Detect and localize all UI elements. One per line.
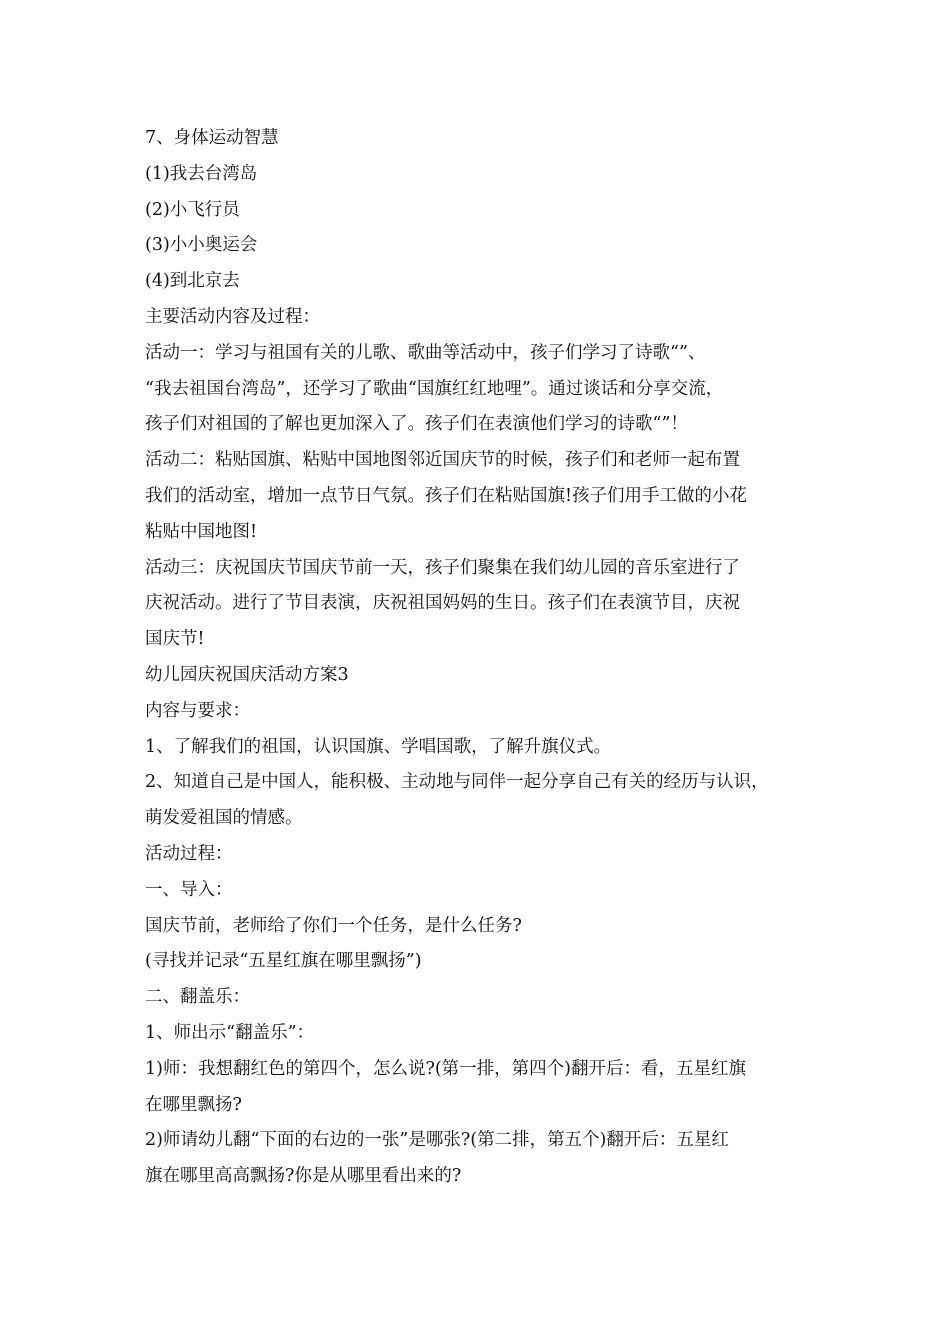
paragraph-line: (寻找并记录“五星红旗在哪里飘扬”): [145, 951, 422, 972]
paragraph-line: 国庆节前，老师给了你们一个任务，是什么任务?: [145, 915, 522, 936]
list-item: (1)我去台湾岛: [145, 163, 258, 184]
paragraph-line: 活动一：学习与祖国有关的儿歌、歌曲等活动中，孩子们学习了诗歌“”、: [145, 342, 706, 363]
paragraph-line: 在哪里飘扬?: [145, 1094, 242, 1115]
paragraph-line: 1)师：我想翻红色的第四个，怎么说?(第一排，第四个)翻开后：看，五星红旗: [145, 1058, 746, 1079]
section-heading: 7、身体运动智慧: [145, 128, 279, 148]
paragraph-line: 2、知道自己是中国人，能积极、主动地与同伴一起分享自己有关的经历与认识，: [145, 772, 769, 793]
section-heading: 一、导入：: [145, 879, 233, 900]
section-heading: 二、翻盖乐：: [145, 987, 250, 1008]
paragraph-line: 粘贴中国地图!: [145, 521, 258, 542]
section-heading: 内容与要求：: [145, 700, 250, 721]
paragraph-line: 旗在哪里高高飘扬?你是从哪里看出来的?: [145, 1166, 462, 1187]
paragraph-line: 我们的活动室，增加一点节日气氛。孩子们在粘贴国旗!孩子们用手工做的小花: [145, 485, 748, 506]
list-item: (2)小飞行员: [145, 199, 240, 220]
paragraph-line: 2)师请幼儿翻“下面的右边的一张”是哪张?(第二排，第五个)翻开后：五星红: [145, 1130, 729, 1151]
list-item: (3)小小奥运会: [145, 235, 258, 256]
paragraph-line: 国庆节!: [145, 629, 205, 650]
paragraph-line: 活动三：庆祝国庆节国庆节前一天，孩子们聚集在我们幼儿园的音乐室进行了: [145, 557, 740, 578]
document-body: [145, 121, 825, 1195]
section-heading: 活动过程：: [145, 843, 233, 864]
paragraph-line: “我去祖国台湾岛”，还学习了歌曲“国旗红红地哩”。通过谈话和分享交流，: [145, 378, 724, 399]
paragraph-line: 1、了解我们的祖国，认识国旗、学唱国歌，了解升旗仪式。: [145, 736, 612, 757]
paragraph-line: 孩子们对祖国的了解也更加深入了。孩子们在表演他们学习的诗歌“”！: [145, 414, 688, 435]
section-title: 幼儿园庆祝国庆活动方案3: [145, 664, 349, 685]
paragraph-line: 活动二：粘贴国旗、粘贴中国地图邻近国庆节的时候，孩子们和老师一起布置: [145, 450, 740, 471]
paragraph-line: 萌发爱祖国的情感。: [145, 808, 303, 829]
paragraph-line: 庆祝活动。进行了节目表演，庆祝祖国妈妈的生日。孩子们在表演节目，庆祝: [145, 593, 740, 614]
paragraph-line: 1、师出示“翻盖乐”：: [145, 1022, 315, 1043]
section-heading: 主要活动内容及过程：: [145, 306, 320, 327]
list-item: (4)到北京去: [145, 271, 240, 292]
